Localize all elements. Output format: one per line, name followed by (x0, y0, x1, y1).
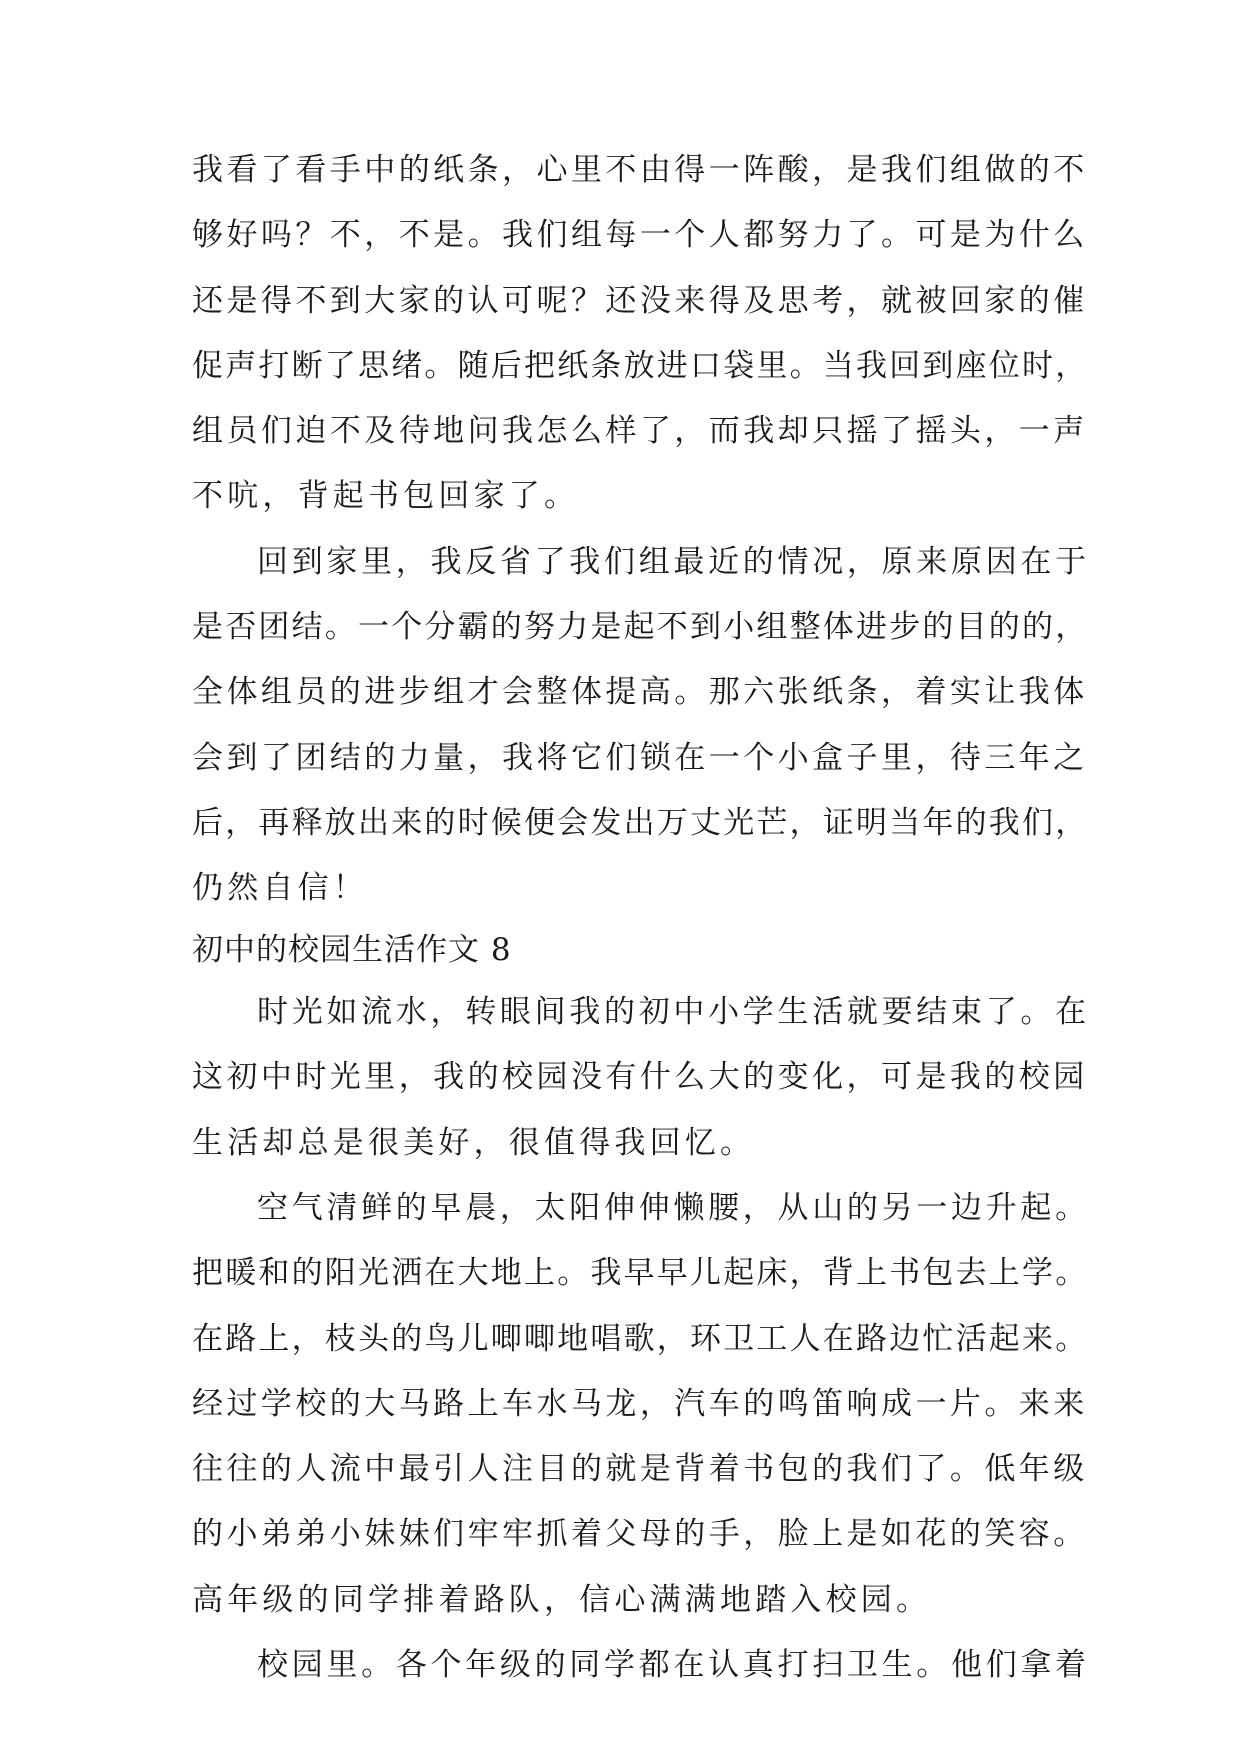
text-line: 校园里。各个年级的同学都在认真打扫卫生。他们拿着 (257, 1647, 1090, 1683)
text-line: 这初中时光里，我的校园没有什么大的变化，可是我的校园 (192, 1059, 1088, 1095)
text-line: 回到家里，我反省了我们组最近的情况，原来原因在于 (257, 544, 1090, 580)
text-line: 高年级的同学排着路队，信心满满地踏入校园。 (192, 1582, 932, 1618)
text-line: 空气清鲜的早晨，太阳伸伸懒腰，从山的另一边升起。 (257, 1190, 1090, 1226)
text-line: 促声打断了思绪。随后把纸条放进口袋里。当我回到座位时， (192, 348, 1089, 384)
section-heading: 初中的校园生活作文 8 (192, 932, 512, 968)
text-line: 经过学校的大马路上车水马龙，汽车的鸣笛响成一片。来来 (192, 1386, 1088, 1422)
text-line: 不吭，背起书包回家了。 (192, 478, 580, 514)
text-line: 我看了看手中的纸条，心里不由得一阵酸，是我们组做的不 (192, 152, 1088, 188)
text-line: 是否团结。一个分霸的努力是起不到小组整体进步的目的的， (192, 609, 1089, 645)
text-line: 组员们迫不及待地问我怎么样了，而我却只摇了摇头，一声 (192, 413, 1088, 449)
text-line: 生活却总是很美好，很值得我回忆。 (192, 1125, 756, 1161)
text-line: 仍然自信！ (192, 870, 368, 906)
text-line: 还是得不到大家的认可呢？还没来得及思考，就被回家的催 (192, 283, 1088, 319)
text-line: 会到了团结的力量，我将它们锁在一个小盒子里，待三年之 (192, 740, 1088, 776)
text-line: 在路上，枝头的鸟儿唧唧地唱歌，环卫工人在路边忙活起来。 (192, 1321, 1089, 1357)
text-line: 够好吗？不，不是。我们组每一个人都努力了。可是为什么 (192, 217, 1088, 253)
text-line: 的小弟弟小妹妹们牢牢抓着父母的手，脸上是如花的笑容。 (192, 1516, 1088, 1552)
text-line: 往往的人流中最引人注目的就是背着书包的我们了。低年级 (192, 1451, 1088, 1487)
text-line: 把暖和的阳光洒在大地上。我早早儿起床，背上书包去上学。 (192, 1255, 1089, 1291)
text-line: 时光如流水，转眼间我的初中小学生活就要结束了。在 (257, 994, 1090, 1030)
text-line: 后，再释放出来的时候便会发出万丈光芒，证明当年的我们， (192, 805, 1089, 841)
text-line: 全体组员的进步组才会整体提高。那六张纸条，着实让我体 (192, 674, 1088, 710)
